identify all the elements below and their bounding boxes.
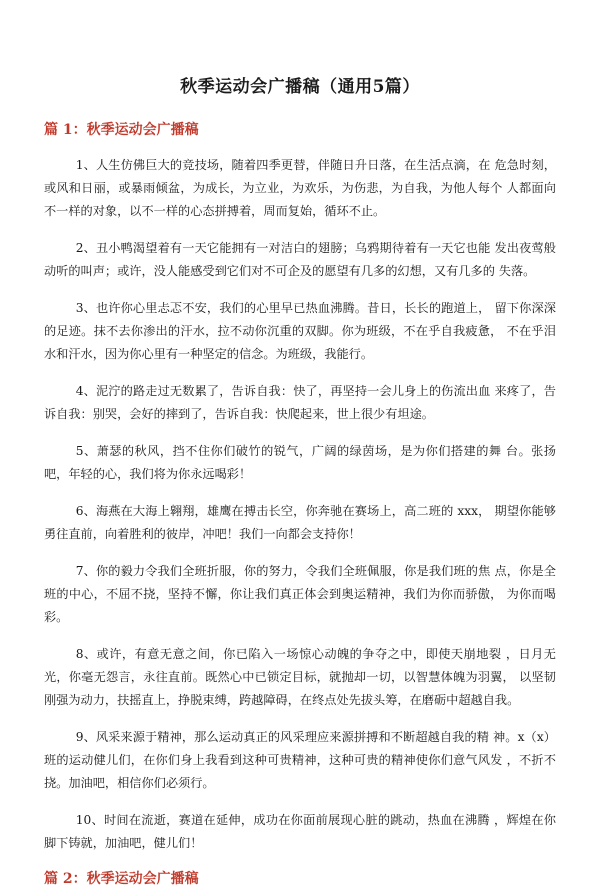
document-title: 秋季运动会广播稿（通用5篇） <box>180 77 420 97</box>
paragraph-1: 1、人生仿佛巨大的竞技场，随着四季更替，伴随日升日落，在生活点滴，在 危急时刻，或风和日丽，或暴雨倾盆，为成长，为立业，为欢乐，为伤悲，为自我，为他人每个 人都面向不一样的对象，以不一样的心态拼搏着，周而复始，循环不止。 <box>44 158 556 218</box>
section-1 <box>44 120 556 855</box>
paragraph-2: 2、丑小鸭渴望着有一天它能拥有一对洁白的翅膀；乌鸦期待着有一天它也能 发出夜莺般动听的叫声；或许，没人能感受到它们对不可企及的愿望有几多的幻想，又有几多的 失落。 <box>44 241 556 278</box>
paragraph-6: 6、海燕在大海上翱翔，雄鹰在搏击长空，你奔驰在赛场上，高二班的 xxx， 期望你能够勇往直前，向着胜利的彼岸，冲吧！我们一向都会支持你！ <box>44 504 556 541</box>
section-2-label: 篇 2： <box>44 871 87 887</box>
paragraph-8: 8、或许，有意无意之间，你已陷入一场惊心动魄的争夺之中，即使天崩地裂 ，日月无光，你毫无怨言，永往直前。既然心中已锁定目标，就抛却一切，以智慧体魄为羽翼， 以坚韧刚强为动力，扶摇直上，挣脱束缚，跨越障碍，在终点处先拔头筹，在磨砺中超越自我。 <box>44 647 556 707</box>
paragraph-5: 5、萧瑟的秋风，挡不住你们破竹的锐气，广阔的绿茵场，是为你们搭建的舞 台。张扬吧，年轻的心，我们将为你永远喝彩！ <box>44 444 556 481</box>
section-1-heading <box>44 120 556 140</box>
paragraph-4: 4、泥泞的路走过无数累了，告诉自我：快了，再坚持一会儿身上的伤流出血 来疼了，告诉自我：别哭，会好的摔到了，告诉自我：快爬起来，世上很少有坦途。 <box>44 384 556 421</box>
section-2-heading <box>44 869 556 889</box>
paragraph-10: 10、时间在流逝，赛道在延伸，成功在你面前展现心脏的跳动，热血在沸腾 ，辉煌在你脚下铸就，加油吧，健儿们！ <box>44 813 556 850</box>
section-1-title: 秋季运动会广播稿 <box>86 122 199 138</box>
paragraph-9: 9、风采来源于精神，那么运动真正的风采理应来源拼搏和不断超越自我的精 神。x（x）班的运动健儿们，在你们身上我看到这种可贵精神，这种可贵的精神使你们意气风发 ，不折不挠。加油吧，相信你们必须行。 <box>44 730 556 790</box>
section-1-label: 篇 1： <box>44 122 87 138</box>
section-2-title: 秋季运动会广播稿 <box>86 871 199 887</box>
section-2 <box>44 869 556 889</box>
paragraph-7: 7、你的毅力令我们全班折服，你的努力，令我们全班佩服，你是我们班的焦 点，你是全班的中心，不屈不挠，坚持不懈，你让我们真正体会到奥运精神，我们为你而骄傲， 为你而喝彩。 <box>44 564 556 624</box>
paragraph-3: 3、也许你心里忐忑不安，我们的心里早已热血沸腾。昔日，长长的跑道上， 留下你深深的足迹。抹不去你渗出的汗水，拉不动你沉重的双脚。你为班级，不在乎自我疲惫， 不在乎泪水和汗水，因为你心里有一种坚定的信念。为班级，我能行。 <box>44 301 556 361</box>
